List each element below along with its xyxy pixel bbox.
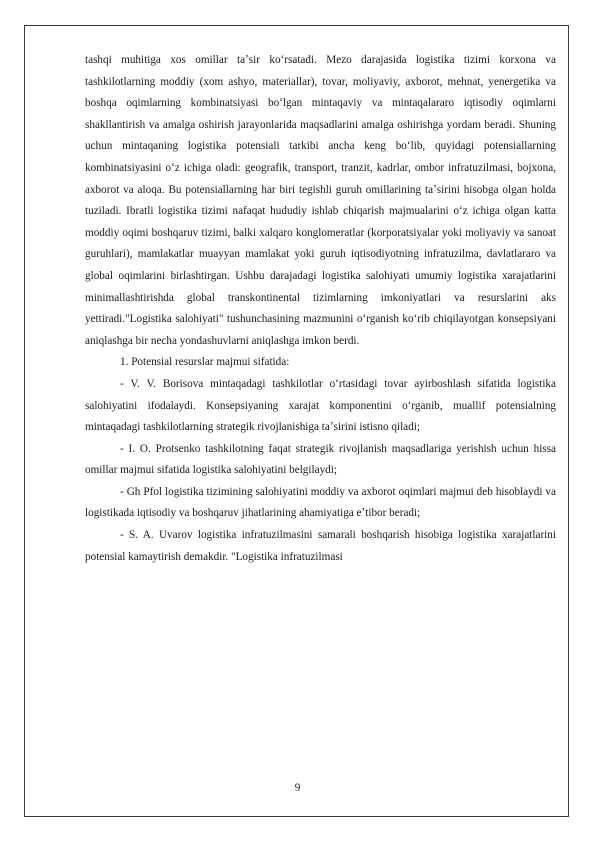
list-item-protsenko: - I. O. Protsenko tashkilotning faqat strategik rivojlanish maqsadlariga yerishish uchun hissa omillar majmui sifatida logistika salohiyatini belgilaydi; <box>85 442 556 477</box>
list-item-uvarov: - S. A. Uvarov logistika infratuzilmasini samarali boshqarish hisobiga logistika xarajatlarini potensial kamaytirish demakdir. "Logistika infratuzilmasi <box>85 529 556 563</box>
paragraph-intro: tashqi muhitiga xos omillar taʼsir koʻrsatadi. Mezo darajasida logistika tizimi korxona va tashkilotlarning moddiy (xom ashyo, materiallar), tovar, moliyaviy, axborot, mehnat, yenergetika va boshqa oqimlarning kombinatsiyasi boʻlgan mintaqaviy va mintaqalararo iqtisodiy oqimlarni shakllantirish va amalga oshirish jarayonlarida maqsadlarini amalga oshirishga yordam beradi. Shuning uchun mintaqaning logistika potensiali tarkibi ancha keng boʻlib, quyidagi potensiallarning kombinatsiyasini oʻz ichiga oladi: geografik, transport, tranzit, kadrlar, ombor infratuzilmasi, bojxona, axborot va aloqa. Bu potensiallarning har biri tegishli guruh omillarining taʼsirini hisobga olgan holda tuziladi. Ibratli logistika tizimi nafaqat hududiy ishlab chiqarish majmualarini oʻz ichiga olgan katta moddiy oqimi boshqaruv tizimi, balki xalqaro konglomeratlar (korporatsiyalar yoki moliyaviy va sanoat guruhlari), mamlakatlar muayyan mamlakat yoki guruh iqtisodiyotning infratuzilma, davlatlararo va global oqimlarini birlashtirgan. Ushbu darajadagi logistika salohiyati umumiy logistika xarajatlarini minimallashtirishda global transkontinental tizimlarning imkoniyatlari va resurslarini aks yettiradi."Logistika salohiyati" tushunchasining mazmunini oʻrganish koʻrib chiqilayotgan konsepsiyani aniqlashga bir necha yondashuvlarni aniqlashga imkon berdi. <box>85 54 556 347</box>
list-heading: 1. Potensial resurslar majmui sifatida: <box>120 356 290 369</box>
document-body <box>85 50 556 568</box>
list-item-pfol: - Gh Pfol logistika tizimining salohiyatini moddiy va axborot oqimlari majmui deb hisoblaydi va logistikada iqtisodiy va boshqaruv jihatlarining ahamiyatiga eʼtibor beradi; <box>85 485 556 520</box>
list-item-borisova: - V. V. Borisova mintaqadagi tashkilotlar oʻrtasidagi tovar ayirboshlash sifatida logistika salohiyatini ifodalaydi. Konsepsiyaning xarajat komponentini oʻrganib, muallif potensialning mintaqadagi tashkilotlarning strategik rivojlanishiga taʼsirini istisno qiladi; <box>85 377 556 434</box>
page-number: 9 <box>294 782 301 794</box>
